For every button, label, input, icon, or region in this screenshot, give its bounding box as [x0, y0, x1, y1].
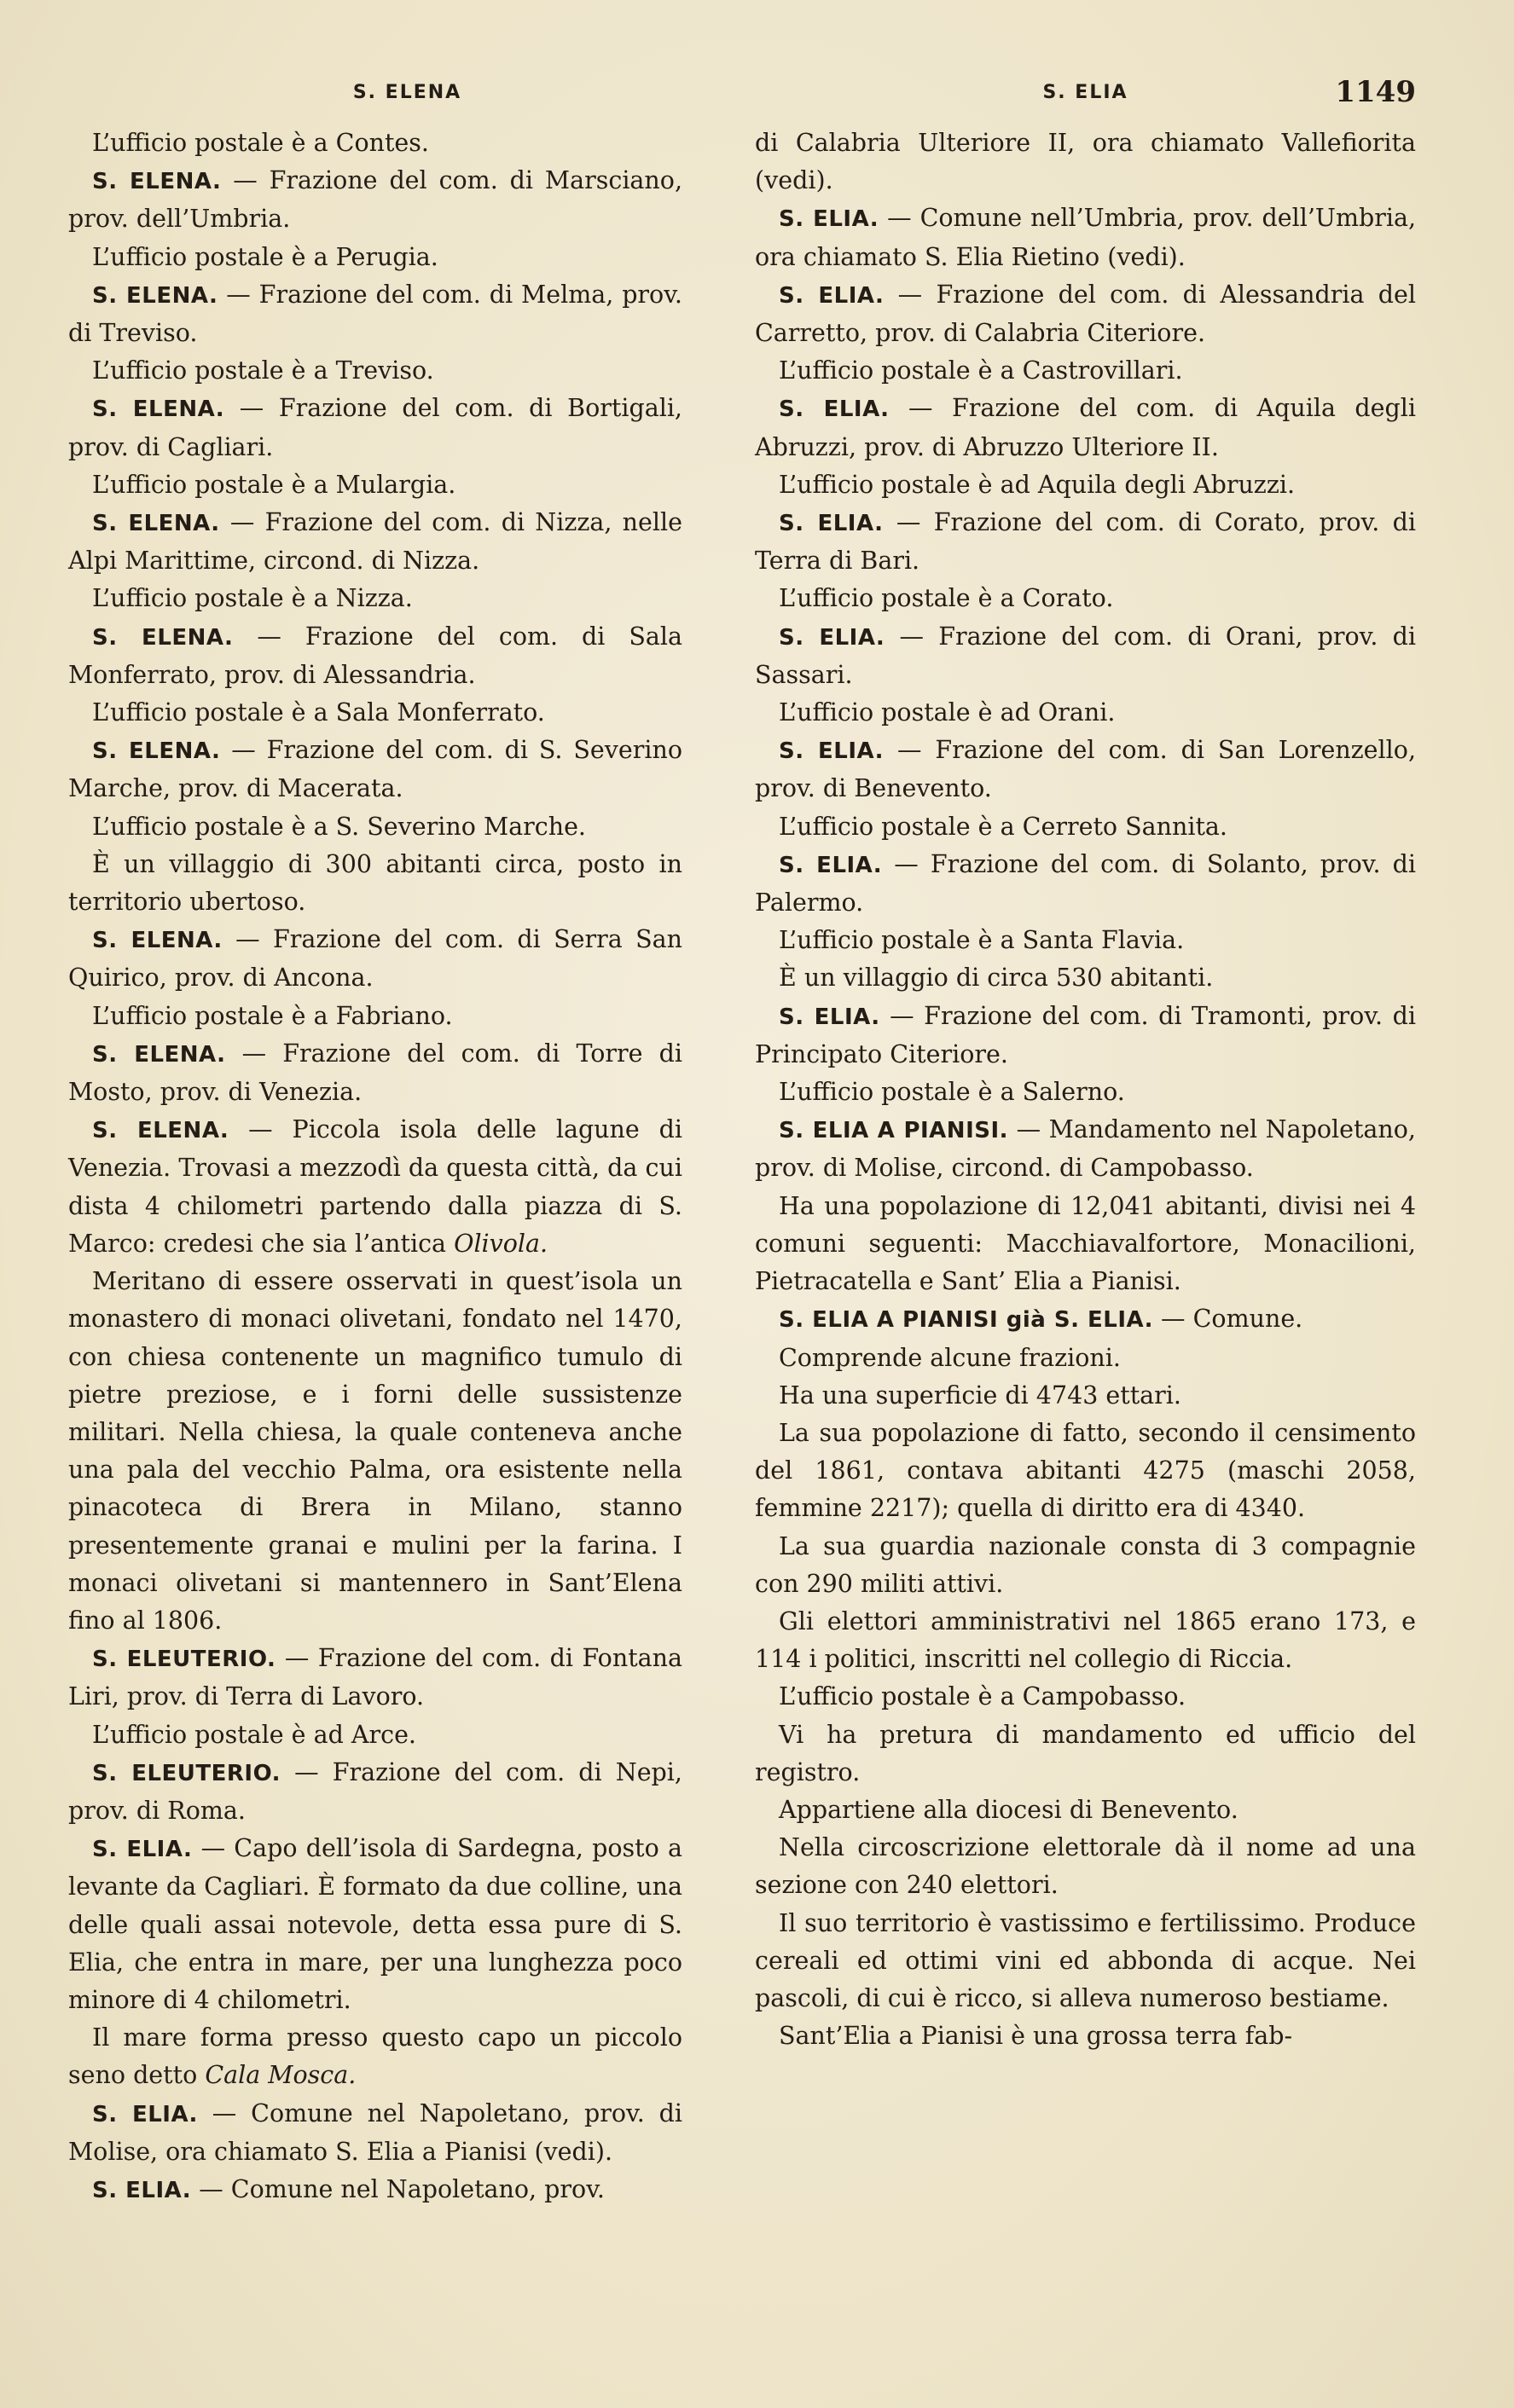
- entry-paragraph: [755, 808, 1416, 846]
- entry-text: L’ufficio postale è a Cerreto Sannita.: [779, 812, 1227, 841]
- entry-text: L’ufficio postale è ad Aquila degli Abruzzi.: [779, 470, 1296, 499]
- dictionary-entry: [68, 732, 682, 807]
- dictionary-entry: [755, 504, 1416, 580]
- entry-text: L’ufficio postale è a Contes.: [92, 129, 429, 157]
- entry-text: La sua popolazione di fatto, secondo il censimento del 1861, contava abitanti 4275 (maschi 2058, femmine 2217); quella di diritto era di 4340.: [755, 1418, 1416, 1523]
- entry-text: L’ufficio postale è a Corato.: [779, 584, 1114, 613]
- dictionary-entry: [755, 1111, 1416, 1187]
- entry-text: Vi ha pretura di mandamento ed ufficio del registro.: [755, 1720, 1416, 1786]
- entry-text: — Frazione del com. di Corato, prov. di Terra di Bari.: [755, 508, 1417, 576]
- entry-paragraph: [755, 694, 1416, 732]
- entry-text: — Frazione del com. di Nizza, nelle Alpi Marittime, circond. di Nizza.: [68, 508, 682, 576]
- entry-paragraph: [68, 694, 682, 732]
- entry-text: L’ufficio postale è a Santa Flavia.: [779, 926, 1185, 955]
- entry-text: di Calabria Ulteriore II, ora chiamato Vallefiorita (vedi).: [755, 129, 1416, 195]
- entry-text: — Frazione del com. di S. Severino Marche, prov. di Macerata.: [68, 736, 683, 803]
- entry-text: L’ufficio postale è a Nizza.: [92, 584, 413, 613]
- entry-paragraph: [755, 1074, 1416, 1111]
- dictionary-entry: [755, 200, 1416, 275]
- dictionary-entry: [68, 2171, 682, 2209]
- entry-text: — Frazione del com. di Nepi, prov. di Roma.: [68, 1757, 682, 1825]
- dictionary-entry: [755, 618, 1416, 694]
- dictionary-entry: [755, 998, 1416, 1074]
- dictionary-entry: [68, 390, 682, 466]
- entry-text: L’ufficio postale è ad Orani.: [779, 698, 1116, 727]
- entry-paragraph: [68, 580, 682, 617]
- entry-text: — Comune nel Napoletano, prov.: [191, 2174, 605, 2203]
- entry-paragraph: [755, 1415, 1416, 1528]
- entry-text: — Frazione del com. di Alessandria del Carretto, prov. di Calabria Citeriore.: [755, 280, 1416, 348]
- entry-headword: S. ELIA.: [92, 1837, 193, 1863]
- entry-headword: S. ELENA.: [92, 624, 234, 651]
- entry-headword: S. ELENA.: [92, 169, 222, 195]
- entry-headword: S. ELENA.: [92, 511, 220, 537]
- entry-paragraph: [68, 466, 682, 504]
- entry-text: — Frazione del com. di San Lorenzello, prov. di Benevento.: [755, 736, 1416, 803]
- entry-headword: S. ELENA.: [92, 1041, 226, 1068]
- running-head-left: S. ELENA: [352, 82, 462, 103]
- entry-text: La sua guardia nazionale consta di 3 compagnie con 290 militi attivi.: [755, 1531, 1416, 1598]
- entry-paragraph: [755, 1678, 1416, 1716]
- entry-headword: S. ELEUTERIO.: [92, 1647, 276, 1673]
- entry-text: — Frazione del com. di Sala Monferrato, prov. di Alessandria.: [68, 622, 682, 689]
- entry-paragraph: [755, 922, 1416, 959]
- entry-headword: S. ELIA.: [92, 2177, 192, 2203]
- entry-text: Nella circoscrizione elettorale dà il nome ad una sezione con 240 elettori.: [755, 1833, 1416, 1900]
- entry-text: È un villaggio di circa 530 abitanti.: [779, 964, 1214, 993]
- column-gutter: [718, 128, 719, 2405]
- dictionary-entry: [68, 2095, 682, 2171]
- right-column: [755, 124, 1416, 2055]
- entry-paragraph: [755, 1603, 1416, 1678]
- dictionary-entry: [68, 162, 682, 238]
- entry-text: L’ufficio postale è a Salerno.: [779, 1078, 1125, 1107]
- entry-paragraph: [68, 808, 682, 846]
- dictionary-entry: [68, 504, 682, 580]
- entry-text: L’ufficio postale è a Castrovillari.: [779, 356, 1183, 385]
- entry-paragraph: [755, 1528, 1416, 1603]
- entry-text: L’ufficio postale è a Perugia.: [92, 242, 438, 271]
- entry-text: Comprende alcune frazioni.: [779, 1343, 1121, 1372]
- entry-text: — Frazione del com. di Bortigali, prov. di Cagliari.: [68, 394, 682, 461]
- entry-paragraph: [68, 2019, 682, 2094]
- entry-text: L’ufficio postale è a Sala Monferrato.: [92, 698, 545, 727]
- entry-text: — Comune nel Napoletano, prov. di Molise, ora chiamato S. Elia a Pianisi (vedi).: [68, 2098, 682, 2166]
- entry-text: Il mare forma presso questo capo un piccolo seno detto: [68, 2023, 682, 2090]
- entry-paragraph: [68, 239, 682, 276]
- entry-headword: S. ELIA.: [779, 282, 885, 309]
- entry-paragraph: [755, 1377, 1416, 1415]
- entry-headword: S. ELENA.: [92, 397, 225, 423]
- entry-paragraph: [755, 352, 1416, 390]
- dictionary-entry: [755, 276, 1416, 352]
- dictionary-entry: [755, 390, 1416, 466]
- page-number: 1149: [1335, 75, 1416, 109]
- entry-headword: S. ELIA.: [779, 397, 890, 423]
- entry-headword: S. ELEUTERIO.: [92, 1760, 281, 1786]
- entry-paragraph: [755, 1716, 1416, 1792]
- entry-paragraph: [755, 1905, 1416, 2018]
- entry-paragraph: [755, 124, 1416, 200]
- entry-paragraph: [755, 1340, 1416, 1377]
- entry-text: Il suo territorio è vastissimo e fertilissimo. Produce cereali ed ottimi vini ed abbonda di acque. Nei pascoli, di cui è ricco, si alleva numeroso bestiame.: [755, 1908, 1416, 2012]
- dictionary-entry: [755, 732, 1416, 807]
- entry-text: — Capo dell’isola di Sardegna, posto a levante da Cagliari. È formato da due colline, una delle quali assai notevole, detta essa pure di S. Elia, che entra in mare, per una lunghezza poco minore di 4 chilometri.: [68, 1834, 682, 2014]
- entry-headword: S. ELIA.: [779, 511, 884, 537]
- entry-text: Sant’Elia a Pianisi è una grossa terra fab-: [779, 2022, 1293, 2051]
- entry-text: — Frazione del com. di Aquila degli Abruzzi, prov. di Abruzzo Ulteriore II.: [755, 394, 1416, 461]
- entry-headword: S. ELENA.: [92, 928, 223, 954]
- entry-paragraph: [755, 1792, 1416, 1829]
- entry-headword: S. ELIA A PIANISI già S. ELIA.: [779, 1307, 1153, 1334]
- entry-text: — Frazione del com. di Orani, prov. di Sassari.: [755, 622, 1416, 689]
- entry-headword: S. ELIA.: [779, 206, 879, 233]
- entry-paragraph: [755, 1829, 1416, 1904]
- entry-headword: S. ELENA.: [92, 282, 218, 309]
- entry-headword: S. ELIA.: [779, 738, 885, 765]
- entry-text: L’ufficio postale è ad Arce.: [92, 1720, 416, 1749]
- entry-text: Ha una popolazione di 12,041 abitanti, divisi nei 4 comuni seguenti: Macchiavalfortore, Monacilioni, Pietracatella e Sant’ Elia a Pianisi.: [755, 1191, 1416, 1296]
- entry-text: — Frazione del com. di Tramonti, prov. di Principato Citeriore.: [755, 1001, 1416, 1068]
- dictionary-entry: [68, 276, 682, 352]
- dictionary-entry: [755, 846, 1416, 922]
- entry-paragraph: [68, 1263, 682, 1640]
- dictionary-entry: [68, 618, 682, 694]
- italic-place-name: Cala Mosca.: [205, 2061, 357, 2090]
- dictionary-entry: [68, 1035, 682, 1111]
- dictionary-entry: [755, 1300, 1416, 1339]
- entry-text: — Frazione del com. di Solanto, prov. di Palermo.: [755, 849, 1416, 917]
- entry-paragraph: [68, 846, 682, 921]
- entry-text: L’ufficio postale è a S. Severino Marche.: [92, 812, 586, 841]
- entry-paragraph: [755, 959, 1416, 997]
- entry-headword: S. ELIA.: [92, 2101, 198, 2127]
- entry-text: — Frazione del com. di Serra San Quirico, prov. di Ancona.: [68, 925, 683, 993]
- entry-text: — Comune.: [1153, 1305, 1303, 1334]
- entry-text: Ha una superficie di 4743 ettari.: [779, 1381, 1181, 1409]
- entry-headword: S. ELENA.: [92, 738, 221, 765]
- dictionary-entry: [68, 1640, 682, 1716]
- entry-text: Gli elettori amministrativi nel 1865 erano 173, e 114 i politici, inscritti nel collegio di Riccia.: [755, 1606, 1416, 1674]
- italic-place-name: Olivola.: [454, 1229, 548, 1258]
- entry-paragraph: [68, 124, 682, 162]
- entry-headword: S. ELENA.: [92, 1118, 229, 1144]
- entry-text: L’ufficio postale è a Mulargia.: [92, 470, 456, 499]
- entry-text: — Frazione del com. di Fontana Liri, prov. di Terra di Lavoro.: [68, 1644, 682, 1711]
- entry-paragraph: [68, 1716, 682, 1754]
- left-column: [68, 124, 682, 2209]
- dictionary-entry: [68, 1111, 682, 1263]
- entry-paragraph: [68, 352, 682, 390]
- entry-text: — Frazione del com. di Melma, prov. di Treviso.: [68, 280, 682, 348]
- entry-paragraph: [755, 580, 1416, 617]
- entry-paragraph: [755, 1188, 1416, 1301]
- entry-paragraph: [755, 2017, 1416, 2055]
- running-head-right: S. ELIA: [1042, 82, 1128, 103]
- dictionary-entry: [68, 1754, 682, 1830]
- dictionary-entry: [68, 1830, 682, 2019]
- entry-text: — Mandamento nel Napoletano, prov. di Molise, circond. di Campobasso.: [755, 1115, 1416, 1183]
- entry-paragraph: [755, 466, 1416, 504]
- entry-text: Meritano di essere osservati in quest’isola un monastero di monaci olivetani, fondato nel 1470, con chiesa contenente un magnifico tumulo di pietre preziose, e i forni delle sussistenze militari. Nella chiesa, la quale conteneva anche una pala del vecchio Palma, ora esistente nella pinacoteca di Brera in Milano, stanno presentemente granai e mulini per la farina. I monaci olivetani si mantennero in Sant’Elena fino al 1806.: [68, 1267, 682, 1635]
- entry-headword: S. ELIA.: [779, 852, 883, 878]
- entry-headword: S. ELIA.: [779, 1004, 880, 1030]
- entry-text: — Comune nell’Umbria, prov. dell’Umbria, ora chiamato S. Elia Rietino (vedi).: [755, 204, 1416, 271]
- entry-paragraph: [68, 998, 682, 1035]
- entry-headword: S. ELIA A PIANISI.: [779, 1118, 1009, 1144]
- entry-text: — Frazione del com. di Marsciano, prov. dell’Umbria.: [68, 166, 682, 234]
- entry-text: Appartiene alla diocesi di Benevento.: [779, 1795, 1238, 1824]
- dictionary-entry: [68, 921, 682, 997]
- entry-text: L’ufficio postale è a Campobasso.: [779, 1682, 1186, 1711]
- entry-text: È un villaggio di 300 abitanti circa, posto in territorio ubertoso.: [68, 849, 682, 917]
- entry-headword: S. ELIA.: [779, 624, 885, 651]
- entry-text: — Frazione del com. di Torre di Mosto, prov. di Venezia.: [68, 1039, 682, 1107]
- entry-text: L’ufficio postale è a Fabriano.: [92, 1001, 453, 1030]
- entry-text: — Piccola isola delle lagune di Venezia. Trovasi a mezzodì da questa città, da cui dista 4 chilometri partendo dalla piazza di S. Marco: credesi che sia l’antica: [68, 1115, 682, 1258]
- entry-text: L’ufficio postale è a Treviso.: [92, 356, 434, 385]
